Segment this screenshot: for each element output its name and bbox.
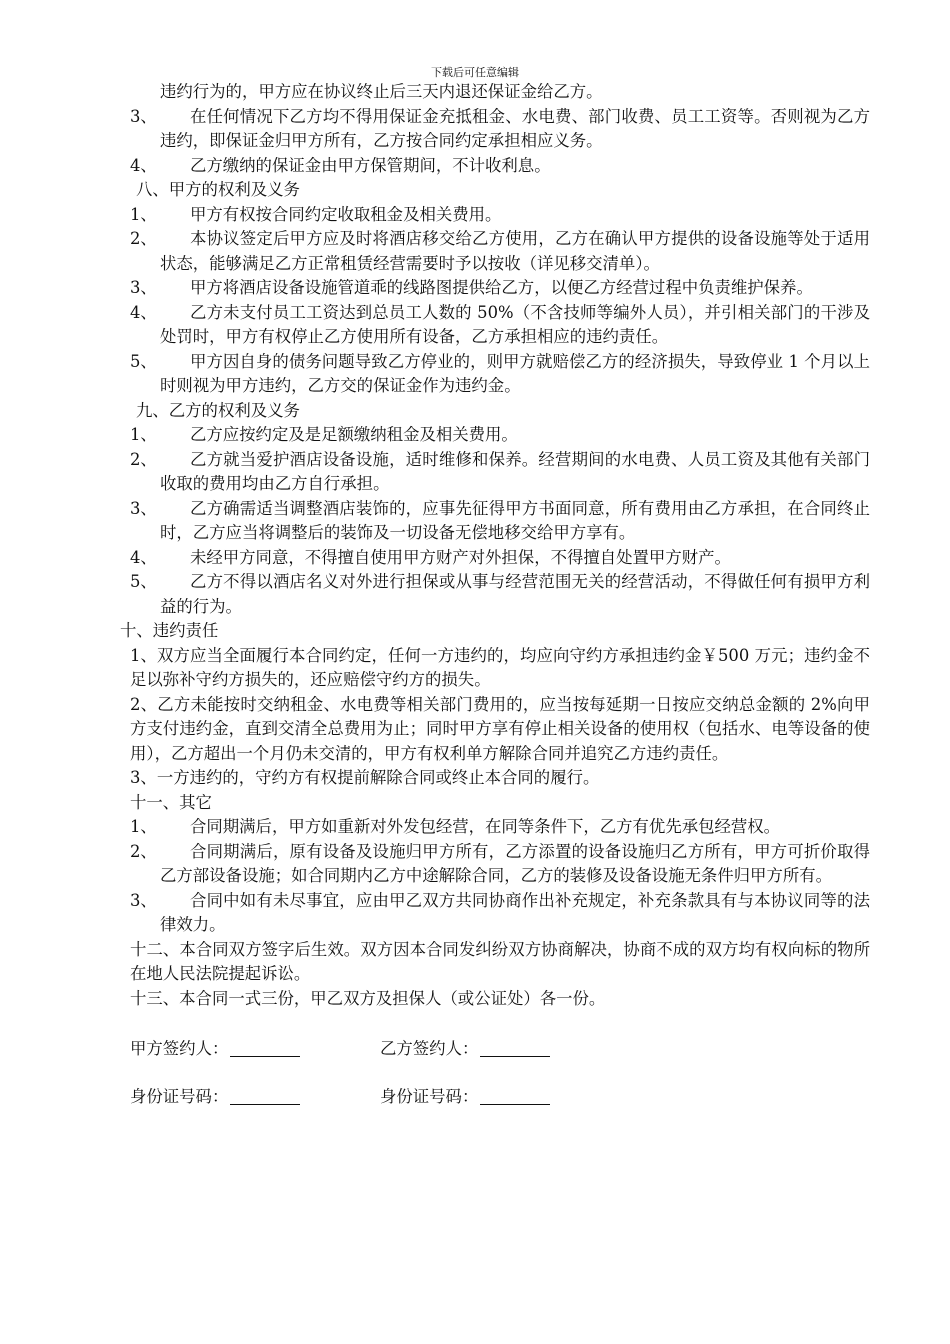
item-text: 乙方确需适当调整酒店装饰的，应事先征得甲方书面同意，所有费用由乙方承担，在合同终止时，乙方应当将调整后的装饰及一切设备无偿地移交给甲方享有。 bbox=[160, 498, 870, 542]
item-number: 2、 bbox=[130, 449, 157, 469]
item-text: 在任何情况下乙方均不得用保证金充抵租金、水电费、部门收费、员工工资等。否则视为乙方违约，即保证金归甲方所有，乙方按合同约定承担相应义务。 bbox=[160, 106, 870, 150]
item-number: 5、 bbox=[130, 572, 157, 591]
section-10-items bbox=[130, 644, 870, 791]
section-7-items bbox=[130, 105, 870, 179]
item-text: 乙方不得以酒店名义对外进行担保或从事与经营范围无关的经营活动，不得做任何有损甲方利益的行为。 bbox=[160, 572, 870, 616]
item-text: 未经甲方同意，不得擅自使用甲方财产对外担保，不得擅自处置甲方财产。 bbox=[190, 547, 731, 567]
item-text: 甲方将酒店设备设施管道乖的线路图提供给乙方，以便乙方经营过程中负责维护保养。 bbox=[190, 278, 813, 297]
list-item bbox=[130, 154, 870, 179]
item-number: 4、 bbox=[130, 302, 157, 322]
item-text: 合同期满后，原有设备及设施归甲方所有，乙方添置的设备设施归乙方所有，甲方可折价取得乙方部设备设施；如合同期内乙方中途解除合同，乙方的装修及设备设施无条件归甲方所有。 bbox=[160, 841, 870, 885]
list-item bbox=[130, 448, 870, 497]
item-text: 甲方因自身的债务问题导致乙方停业的，则甲方就赔偿乙方的经济损失，导致停业 1 个月以上时则视为甲方违约，乙方交的保证金作为违约金。 bbox=[160, 351, 870, 395]
party-b-id bbox=[380, 1085, 550, 1110]
section-8-items bbox=[130, 203, 870, 399]
list-item bbox=[130, 227, 870, 276]
item-text: 甲方有权按合同约定收取租金及相关费用。 bbox=[190, 204, 502, 224]
section-13-paragraph: 十三、本合同一式三份，甲乙双方及担保人（或公证处）各一份。 bbox=[130, 988, 606, 1008]
section-11-heading: 十一、其它 bbox=[130, 792, 212, 812]
section-9-heading: 九、乙方的权利及义务 bbox=[136, 400, 300, 420]
party-a-id bbox=[130, 1085, 300, 1110]
section-8-heading: 八、甲方的权利及义务 bbox=[136, 180, 300, 199]
page-header: 下载后可任意编辑 bbox=[431, 66, 519, 79]
item-text: 乙方应按约定及是足额缴纳租金及相关费用。 bbox=[190, 425, 518, 444]
item-text: 本协议签定后甲方应及时将酒店移交给乙方使用，乙方在确认甲方提供的设备设施等处于适用状态，能够满足乙方正常租赁经营需要时予以按收（详见移交清单）。 bbox=[160, 229, 870, 273]
list-item bbox=[130, 497, 870, 546]
party-a-id-label: 身份证号码： bbox=[130, 1087, 229, 1106]
list-item bbox=[130, 203, 870, 228]
item-number: 1、 bbox=[130, 425, 157, 444]
item-number: 2、 bbox=[130, 841, 157, 861]
item-number: 3、 bbox=[130, 278, 157, 297]
party-a-signer-label: 甲方签约人： bbox=[130, 1039, 229, 1058]
party-b-id-blank[interactable] bbox=[480, 1087, 550, 1105]
item-text: 合同期满后，甲方如重新对外发包经营，在同等条件下，乙方有优先承包经营权。 bbox=[190, 817, 781, 836]
item-number: 4、 bbox=[130, 155, 157, 175]
item-number: 3、 bbox=[130, 498, 157, 518]
list-item: 1、双方应当全面履行本合同约定，任何一方违约的，均应向守约方承担违约金￥500 万元；违约金不足以弥补守约方损失的，还应赔偿守约方的损失。 bbox=[130, 645, 870, 689]
list-item bbox=[130, 276, 870, 301]
item-number: 1、 bbox=[130, 204, 157, 224]
section-10-heading: 十、违约责任 bbox=[120, 621, 219, 640]
list-item: 2、乙方未能按时交纳租金、水电费等相关部门费用的，应当按每延期一日按应交纳总金额的 2%向甲方支付违约金，直到交清全总费用为止；同时甲方享有停止相关设备的使用权（包括水、电等设备的使用），乙方超出一个月仍未交清的，甲方有权利单方解除合同并追究乙方违约责任。 bbox=[130, 694, 870, 763]
item-number: 5、 bbox=[130, 351, 157, 371]
list-item bbox=[130, 840, 870, 889]
item-number: 3、 bbox=[130, 106, 157, 126]
signer-row bbox=[130, 1037, 870, 1061]
item-text: 乙方未支付员工工资达到总员工人数的 50%（不含技师等编外人员），并引相关部门的干涉及处罚时，甲方有权停止乙方使用所有设备，乙方承担相应的违约责任。 bbox=[160, 302, 870, 346]
item-number: 4、 bbox=[130, 547, 157, 567]
list-item bbox=[130, 570, 870, 619]
list-item bbox=[130, 423, 870, 448]
contract-body bbox=[120, 80, 870, 1109]
continued-paragraph: 违约行为的，甲方应在协议终止后三天内退还保证金给乙方。 bbox=[160, 82, 603, 101]
list-item: 3、一方违约的，守约方有权提前解除合同或终止本合同的履行。 bbox=[130, 768, 600, 787]
item-text: 乙方就当爱护酒店设备设施，适时维修和保养。经营期间的水电费、人员工资及其他有关部门收取的费用均由乙方自行承担。 bbox=[160, 449, 870, 493]
party-b-signer-label: 乙方签约人： bbox=[380, 1039, 479, 1058]
party-b-signer-blank[interactable] bbox=[480, 1039, 550, 1057]
party-a-signer-blank[interactable] bbox=[230, 1039, 300, 1057]
id-row bbox=[130, 1085, 870, 1109]
party-a-signer bbox=[130, 1037, 300, 1062]
item-text: 乙方缴纳的保证金由甲方保管期间，不计收利息。 bbox=[190, 155, 551, 175]
party-a-id-blank[interactable] bbox=[230, 1087, 300, 1105]
list-item bbox=[130, 301, 870, 350]
item-text: 合同中如有未尽事宜，应由甲乙双方共同协商作出补充规定，补充条款具有与本协议同等的法律效力。 bbox=[160, 890, 870, 934]
section-12-paragraph: 十二、本合同双方签字后生效。双方因本合同发纠纷双方协商解决，协商不成的双方均有权向标的物所在地人民法院提起诉讼。 bbox=[130, 939, 870, 983]
party-b-id-label: 身份证号码： bbox=[380, 1087, 479, 1106]
section-11-items bbox=[130, 815, 870, 938]
list-item bbox=[130, 105, 870, 154]
list-item bbox=[130, 889, 870, 938]
item-number: 1、 bbox=[130, 817, 157, 836]
item-number: 2、 bbox=[130, 229, 157, 248]
list-item bbox=[130, 546, 870, 571]
list-item bbox=[130, 815, 870, 840]
section-9-items bbox=[130, 423, 870, 619]
party-b-signer bbox=[380, 1037, 550, 1062]
list-item bbox=[130, 350, 870, 399]
item-number: 3、 bbox=[130, 890, 157, 910]
